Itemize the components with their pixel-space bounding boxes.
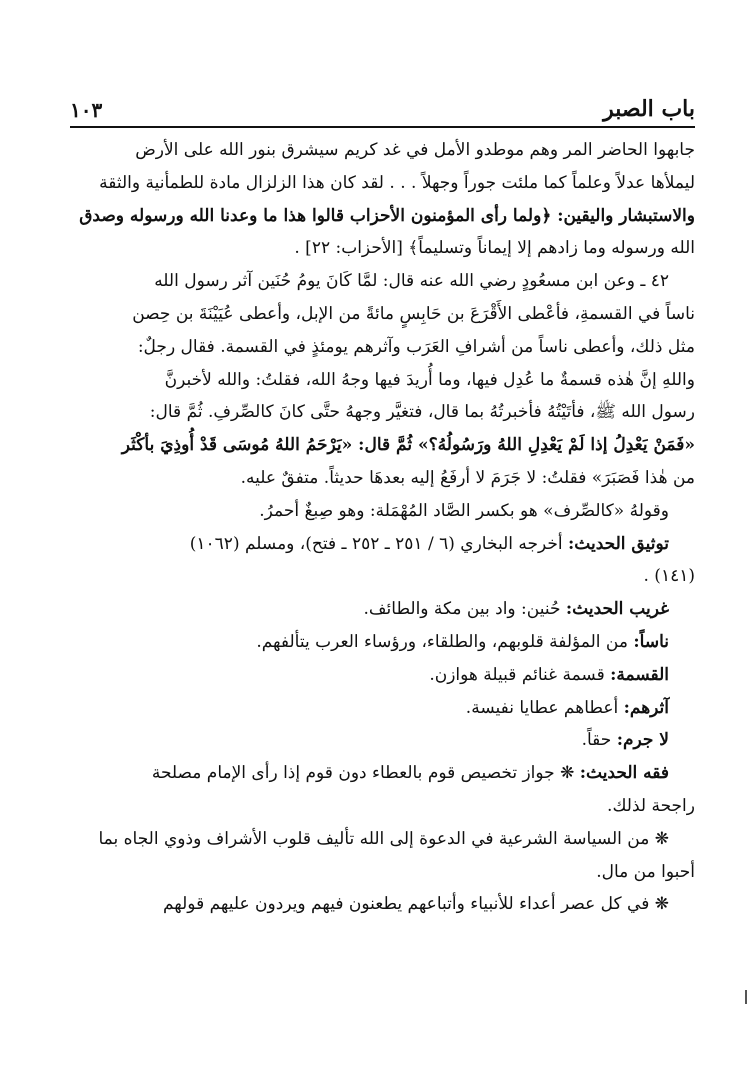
fiqh-point: ❋ من السياسة الشرعية في الدعوة إلى الله تأليف قلوب الأشراف وذوي الجاه بما	[98, 828, 669, 849]
gloss-item	[68, 626, 695, 659]
page-number: ١٠٣	[70, 98, 103, 122]
gloss-text: من المؤلفة قلوبهم، والطلقاء، ورؤساء العرب يتألفهم.	[256, 631, 634, 652]
scan-mark	[745, 990, 747, 1004]
gloss-label: لا جرم:	[616, 730, 669, 751]
text-line: والاستبشار واليقين: ﴿ولما رأى المؤمنون الأحزاب قالوا هذا ما وعدنا الله ورسوله وصدق	[79, 205, 695, 226]
text-line: ليملأها عدلاً وعلماً كما ملئت جوراً وجهلاً . . . لقد كان هذا الزلزال مادة للطمأنية والثقة	[99, 172, 695, 193]
fiqh-point: ❋ في كل عصر أعداء للأنبياء وأتباعهم يطعنون فيهم ويردون عليهم قولهم	[162, 894, 669, 915]
takhrij-label: توثيق الحديث:	[568, 533, 669, 554]
gloss-text: حُنين: واد بين مكة والطائف.	[363, 599, 566, 620]
gloss-text: أعطاهم عطايا نفيسة.	[465, 697, 624, 718]
gloss-label: ناساً:	[633, 631, 669, 652]
gloss-label: آثرهم:	[623, 697, 669, 718]
fiqh-line	[68, 757, 695, 790]
text-line: رسول الله ﷺ، فأتَيْتُهُ فأخبرتُهُ بما قال، فتغيَّر وجههُ حتَّى كانَ كالصِّرفِ. ثُمَّ قال:	[149, 402, 695, 423]
gloss-item	[68, 593, 695, 626]
gloss-text: حقاً.	[581, 730, 617, 751]
gloss-item	[68, 724, 695, 757]
fiqh-line: أحبوا من مال.	[596, 861, 695, 882]
text-line: واللهِ إنَّ هٰذه قسمةٌ ما عُدِل فيها، وما أُريدَ فيها وجهُ الله، فقلتُ: والله لأخبرنَّ	[164, 369, 695, 390]
gloss-label: غريب الحديث:	[565, 599, 669, 620]
takhrij-text: أخرجه البخاري (٦ / ٢٥١ ـ ٢٥٢ ـ فتح)، ومسلم (١٠٦٢)	[189, 533, 569, 554]
hadith-number-line: ٤٢ ـ وعن ابن مسعُودٍ رضي الله عنه قال: لمَّا كَانَ يومُ حُنَين آثر رسول الله	[154, 271, 669, 292]
text-line: الله ورسوله وما زادهم إلا إيماناً وتسليماً﴾ [الأحزاب: ٢٢] .	[294, 238, 695, 259]
gloss-item	[68, 692, 695, 725]
prophetic-quote-line: «فَمَنْ يَعْدِلُ إذا لَمْ يَعْدِلِ اللهُ ورَسُولُهُ؟» ثُمَّ قال: «يَرْحَمُ اللهُ مُوسَى قَدْ أُوذِيَ بأكْثَر	[121, 435, 695, 456]
text-line: ناساً في القسمةِ، فأعْطى الأَقْرَعَ بن حَابِسٍ مائةً من الإبل، وأعطى عُيَيْنَةَ بن حِصن	[132, 303, 695, 324]
gloss-label: القسمة:	[610, 664, 669, 685]
page-header	[70, 86, 695, 128]
page-body	[68, 134, 695, 921]
fiqh-line: راجحة لذلك.	[607, 795, 695, 816]
takhrij-line	[68, 528, 695, 561]
gloss-text: قسمة غنائم قبيلة هوازن.	[429, 664, 611, 685]
explanation-line: وقولهُ «كالصِّرف» هو بكسر الصَّاد المُهْمَلة: وهو صِبغٌ أحمرُ.	[259, 500, 669, 521]
text-line: مثل ذلك، وأعطى ناساً من أشرافِ العَرَب وآثرهم يومئذٍ في القسمة. فقال رجلٌ:	[137, 336, 695, 357]
fiqh-text: ❋ جواز تخصيص قوم بالعطاء دون قوم إذا رأى الإمام مصلحة	[151, 763, 580, 784]
takhrij-line-end: (١٤١) .	[643, 566, 695, 587]
fiqh-label: فقه الحديث:	[579, 763, 669, 784]
chapter-title: باب الصبر	[603, 96, 695, 122]
text-line: من هٰذا فَصَبَرَ» فقلتُ: لا جَرَمَ لا أرفَعُ إليه بعدهَا حديثاً. متفقٌ عليه.	[240, 467, 695, 488]
gloss-item	[68, 659, 695, 692]
text-line: جابهوا الحاضر المر وهم موطدو الأمل في غد كريم سيشرق بنور الله على الأرض	[135, 140, 695, 160]
